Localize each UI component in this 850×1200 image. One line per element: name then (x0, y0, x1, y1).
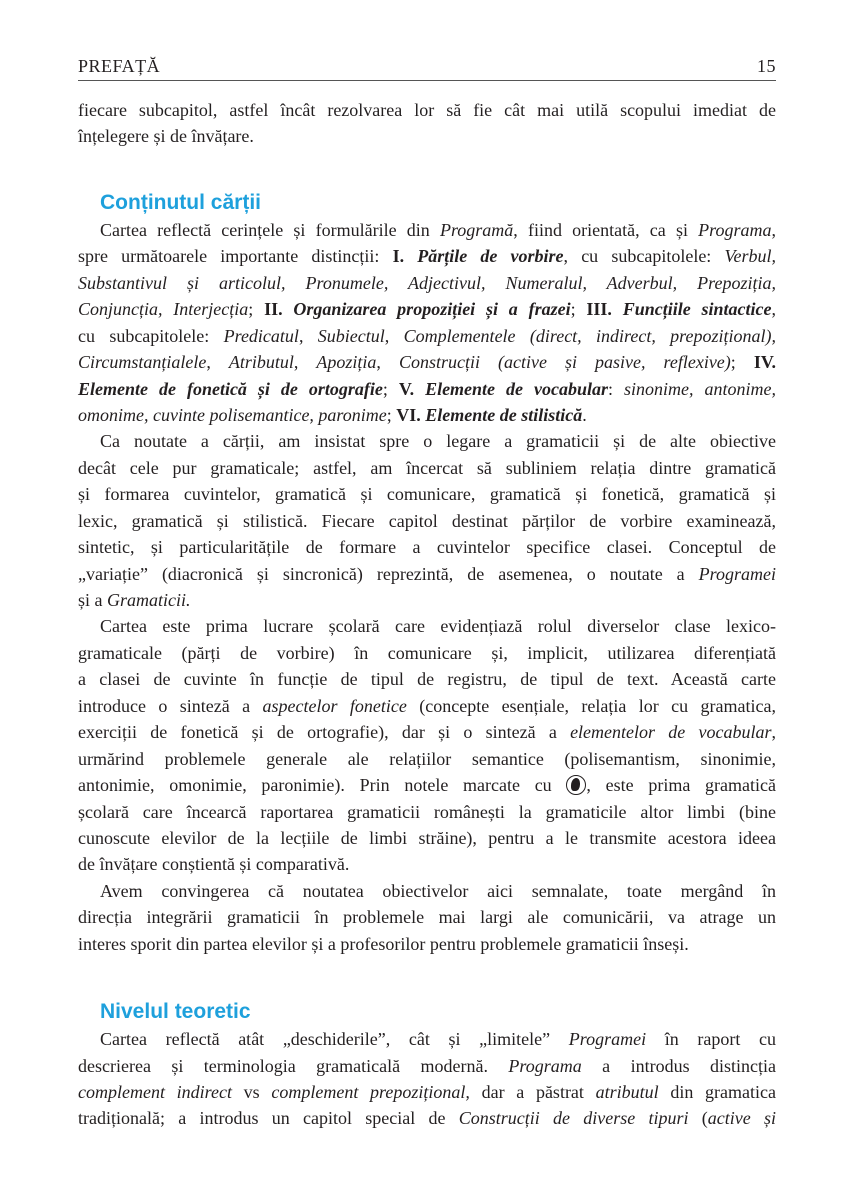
section-heading: Nivelul teoretic (100, 1000, 251, 1024)
bold-italic-run: Părțile de vorbire (417, 246, 564, 267)
page-number: 15 (757, 55, 776, 76)
text-run: descrierea și terminologia gramaticală modernă. (78, 1055, 509, 1076)
bold-run: V. (398, 378, 426, 399)
italic-run: Substantivul și articolul, Pronumele, Adjectivul, Numeralul, Adverbul, Prepoziția, (78, 272, 776, 293)
text-line (78, 270, 776, 296)
text-run: și a (78, 590, 107, 610)
italic-run: elementelor de vocabular (570, 722, 772, 743)
running-header-title: PREFAȚĂ (78, 55, 161, 76)
text-run: școlară care încearcă raportarea gramaticii românești la gramaticile altor limbi (bine (78, 801, 776, 822)
text-line (78, 428, 776, 454)
text-run: , (298, 325, 318, 346)
italic-run: Programei (698, 563, 776, 584)
text-line (78, 349, 776, 375)
running-header (78, 52, 776, 81)
text-run: , (771, 299, 776, 320)
text-run: , cu subcapitolele: (563, 246, 725, 267)
text-line (78, 1053, 776, 1079)
text-line (78, 719, 776, 745)
page-body (78, 97, 776, 1132)
text-run: , (206, 352, 229, 373)
text-run: interes sporit din partea elevilor și a profesorilor pentru problemele gramaticii înseși. (78, 933, 689, 954)
text-run: cu subcapitolele: (78, 325, 224, 346)
text-line (78, 296, 776, 322)
paragraph (78, 613, 776, 877)
text-run: lexic, gramatică și stilistică. Fiecare capitol destinat părților de vorbire examinează, (78, 510, 776, 531)
bold-run: IV. (753, 352, 777, 373)
text-run: spre următoarele importante distincții: (78, 246, 393, 267)
text-line (78, 217, 776, 243)
text-line (78, 97, 776, 123)
italic-run: Atributul (228, 352, 294, 373)
italic-run: complement indirect (78, 1082, 232, 1102)
italic-run: sinonime, antonime, (624, 378, 776, 399)
bold-italic-run: Elemente de stilistică (425, 404, 583, 425)
text-line (78, 693, 776, 719)
bold-run: VI. (396, 404, 426, 425)
text-run: , (376, 352, 399, 373)
italic-run: Construcții (active și pasive, reflexive) (398, 352, 731, 373)
text-run: Cartea reflectă cerințele și formulările din (100, 219, 440, 240)
text-line (78, 640, 776, 666)
text-line (78, 243, 776, 269)
text-line (78, 455, 776, 481)
text-run: ; (382, 378, 399, 399)
text-line (78, 1105, 776, 1131)
italic-run: omonime, cuvinte polisemantice, paronime (78, 404, 387, 425)
text-run: (concepte esențiale, relația lor cu gramatica, (406, 695, 776, 716)
bold-run: II. (264, 299, 294, 320)
italic-run: Construcții de diverse tipuri (458, 1108, 689, 1129)
italic-run: atributul (595, 1082, 659, 1102)
italic-run: Conjuncția, Interjecția (78, 299, 249, 320)
text-run: antonimie, omonimie, paronimie). Prin notele marcate cu (78, 775, 567, 796)
bold-italic-run: Elemente de vocabular (425, 378, 609, 399)
text-run: , (771, 219, 777, 240)
italic-run: Programa (698, 219, 772, 240)
text-line (78, 1079, 776, 1105)
paragraph (78, 878, 776, 957)
italic-run: Programa (508, 1055, 582, 1076)
text-line (78, 323, 776, 349)
text-run: Avem convingerea că noutatea obiectivelor aici semnalate, toate mergând în (100, 880, 776, 901)
italic-run: complement prepozițional, (271, 1082, 470, 1102)
italic-run: Complementele (direct, indirect, prepozițional), (403, 325, 776, 346)
bold-italic-run: Elemente de fonetică și de ortografie (78, 378, 383, 399)
text-run: decât cele pur gramaticale; astfel, am încercat să subliniem relația dintre gramatică (78, 457, 776, 478)
text-line (78, 851, 776, 877)
bold-run: I. (392, 246, 418, 267)
paragraph (78, 97, 776, 150)
text-run: înțelegere și de învățare. (78, 126, 254, 147)
text-run: exerciții de fonetică și de ortografie), dar și o sinteză a (78, 722, 571, 743)
text-run: introduce o sinteză a (78, 695, 263, 716)
text-line (78, 402, 776, 428)
text-line (78, 587, 776, 613)
text-run: ; (570, 299, 587, 320)
text-run: ; (248, 299, 265, 320)
text-run: cunoscute elevilor de la lecțiile de limbi străine), pentru a le transmite acestora ideea (78, 827, 776, 848)
text-run: , (293, 352, 317, 373)
paragraph (78, 217, 776, 429)
text-line (78, 799, 776, 825)
text-run: vs (231, 1082, 272, 1102)
italic-run: Apoziția (316, 352, 377, 373)
text-run: urmărind problemele generale ale relațiilor semantice (polisemantism, sinonimie, (78, 748, 776, 769)
text-line (78, 931, 776, 957)
text-line (78, 1026, 776, 1052)
italic-run: Circumstanțialele (78, 352, 207, 373)
text-run: ( (688, 1108, 708, 1129)
text-line (78, 561, 776, 587)
italic-run: Programei (568, 1029, 647, 1050)
italic-run: Verbul, (724, 246, 776, 267)
paragraph (78, 1026, 776, 1132)
text-run: de învățare conștientă și comparativă. (78, 854, 350, 875)
text-run: și formarea cuvintelor, gramatică și comunicare, gramatică și fonetică, gramatică și (78, 484, 776, 505)
italic-run: Gramaticii. (107, 590, 191, 610)
globe-icon (566, 775, 586, 795)
italic-run: Subiectul (317, 325, 385, 346)
bold-italic-run: Funcțiile sintactice (622, 299, 772, 320)
text-line (78, 666, 776, 692)
text-run: direcția integrării gramaticii în problemele mai largi ale comunicării, va atrage un (78, 907, 776, 928)
text-line (78, 508, 776, 534)
italic-run: Predicatul (223, 325, 299, 346)
text-line (78, 878, 776, 904)
bold-run: III. (586, 299, 623, 320)
italic-run: aspectelor fonetice (262, 695, 407, 716)
text-run: sintetic, și particularitățile de formare a cuvintelor specifice clasei. Conceptul de (78, 537, 776, 558)
text-run: din gramatica (658, 1082, 776, 1102)
text-run: . (582, 404, 587, 425)
text-run: , (771, 722, 776, 743)
text-run: Ca noutate a cărții, am insistat spre o legare a gramaticii și de alte obiective (100, 431, 776, 452)
text-run: : (608, 378, 625, 399)
text-line (78, 123, 776, 149)
text-run: , fiind orientată, ca și (513, 219, 699, 240)
text-run: dar a păstrat (469, 1082, 596, 1102)
italic-run: active și (707, 1108, 777, 1129)
bold-italic-run: Organizarea propoziției și a frazei (293, 299, 571, 320)
paragraph (78, 428, 776, 613)
text-line (78, 825, 776, 851)
text-run: Cartea reflectă atât „deschiderile”, cât și „limitele” (100, 1029, 569, 1050)
text-run: Cartea este prima lucrare școlară care evidențiază rolul diverselor clase lexico- (100, 616, 776, 637)
text-run: a introdus distincția (581, 1055, 776, 1076)
text-run: „variație” (diacronică și sincronică) reprezintă, de asemenea, o noutate a (78, 563, 699, 584)
text-line (78, 376, 776, 402)
text-run: , (384, 325, 404, 346)
section-heading: Conținutul cărții (100, 190, 261, 214)
text-run: a clasei de cuvinte în funcție de tipul de registru, de tipul de text. Această carte (78, 669, 776, 690)
italic-run: Programă (439, 219, 514, 240)
text-run: fiecare subcapitol, astfel încât rezolvarea lor să fie cât mai utilă scopului imediat de (78, 100, 776, 120)
text-run: gramaticale (părți de vorbire) în comunicare și, implicit, utilizarea diferențiată (78, 642, 776, 663)
text-line (78, 904, 776, 930)
text-run: tradițională; a introdus un capitol special de (78, 1108, 459, 1129)
text-line (78, 746, 776, 772)
text-run: ; (386, 404, 397, 425)
text-line (78, 772, 776, 798)
text-run: ; (730, 352, 754, 373)
text-run: , este prima gramatică (586, 775, 776, 796)
text-line (78, 613, 776, 639)
text-line (78, 481, 776, 507)
text-run: în raport cu (646, 1029, 776, 1050)
text-line (78, 534, 776, 560)
